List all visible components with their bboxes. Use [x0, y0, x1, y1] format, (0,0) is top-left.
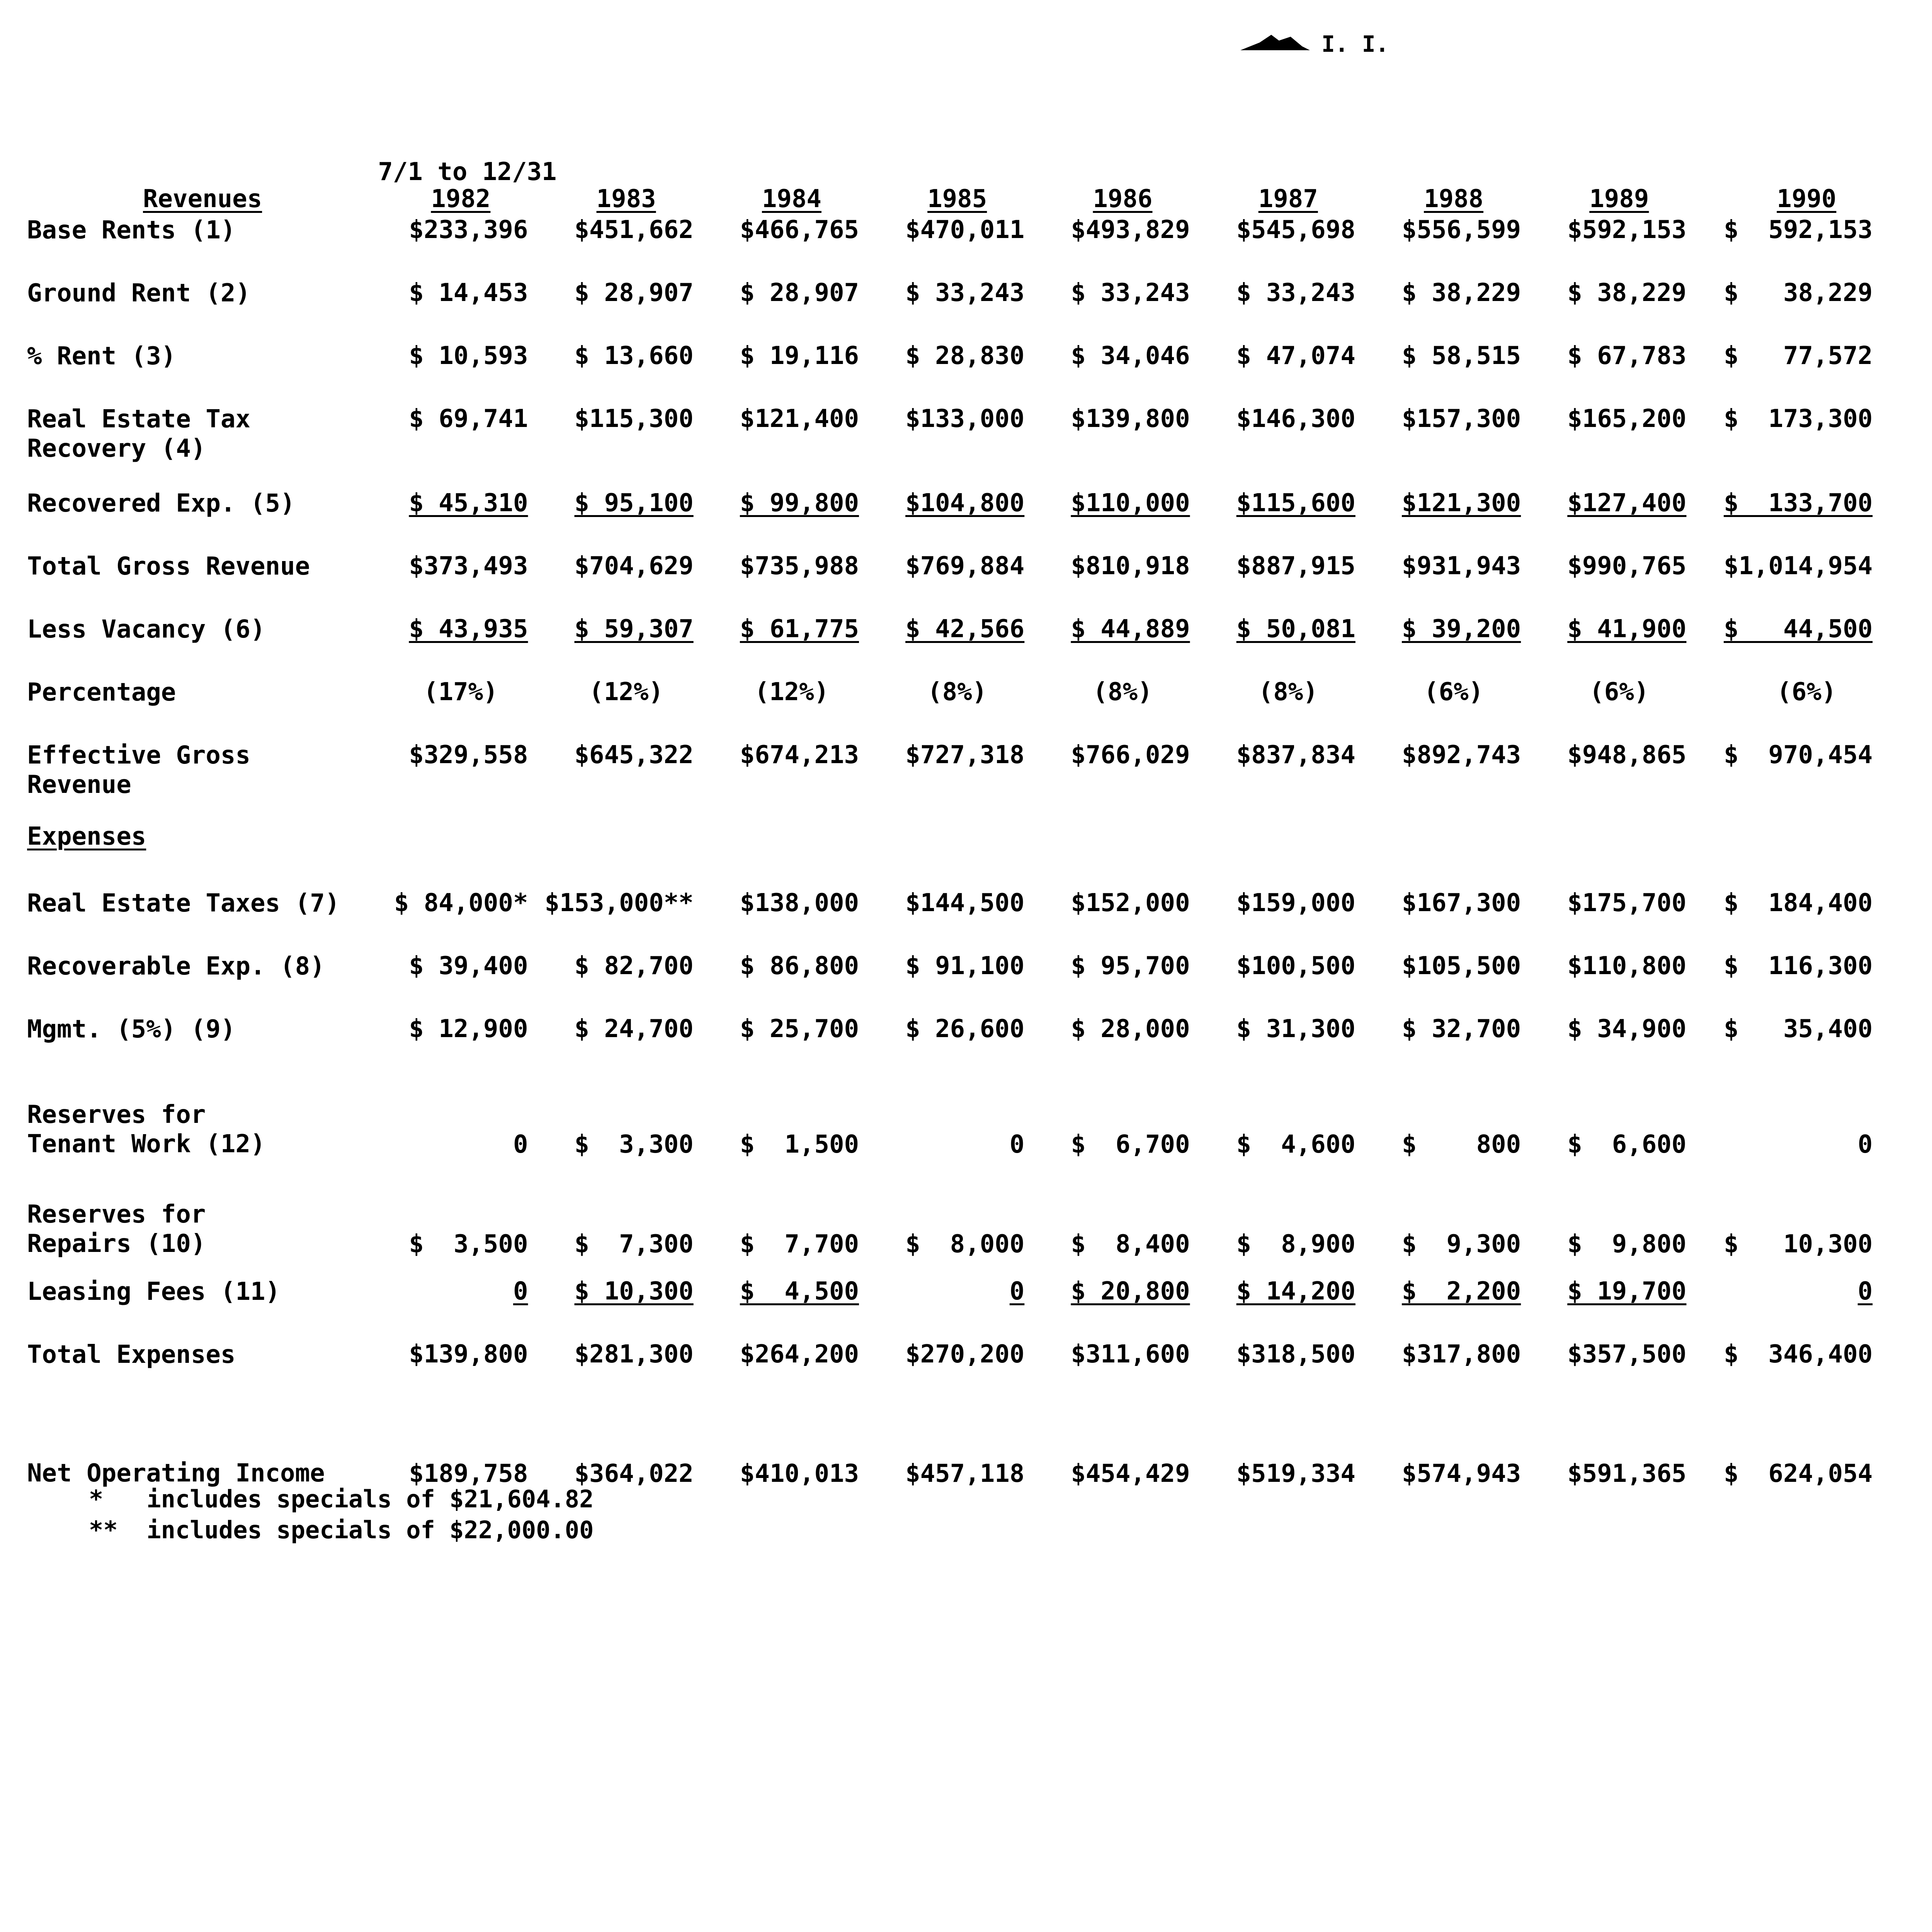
table-cell: $ 44,889: [1071, 615, 1190, 643]
table-cell: [1911, 612, 1932, 675]
row-label: Ground Rent (2): [27, 279, 250, 308]
table-cell: $ 38,229: [1723, 279, 1873, 307]
table-cell: $ 7,300: [574, 1230, 694, 1259]
footnote: * includes specials of $21,604.82: [89, 1485, 594, 1513]
table-cell: $ 28,907: [740, 279, 859, 307]
row-label: Effective Gross Revenue: [27, 741, 250, 799]
logo-mark-icon: [1236, 31, 1314, 54]
table-cell: $ 39,200: [1401, 615, 1521, 643]
table-cell: $270,200: [905, 1340, 1025, 1369]
table-cell: $ 7,700: [740, 1230, 859, 1259]
table-cell: $ 58,515: [1401, 342, 1521, 370]
table-cell: $ 20,800: [1071, 1277, 1190, 1306]
table-cell: $ 4,500: [740, 1277, 859, 1306]
table-cell: $121,300: [1401, 489, 1521, 517]
table-cell: $153,000**: [544, 889, 694, 917]
table-cell: $ 77,572: [1723, 342, 1873, 370]
table-row: [27, 1274, 1932, 1337]
table-cell: $ 592,153: [1723, 216, 1873, 244]
table-cell: $574,943: [1401, 1459, 1521, 1488]
table-cell: $165,200: [1567, 405, 1687, 433]
row-label: Reserves for Repairs (10): [27, 1200, 206, 1258]
table-cell: $ 173,300: [1723, 405, 1873, 433]
table-cell: $727,318: [905, 741, 1025, 769]
table-cell: $ 3,500: [409, 1230, 528, 1259]
header-mark-text: I. I.: [1321, 31, 1389, 57]
column-header-row: [27, 139, 1932, 213]
table-cell: $ 33,243: [1071, 279, 1190, 307]
table-cell: 0: [513, 1277, 528, 1306]
table-cell: $887,915: [1236, 552, 1355, 580]
row-label: Recovered Exp. (5): [27, 489, 295, 518]
table-cell: $ 45,310: [409, 489, 528, 517]
table-cell: $ 41,900: [1567, 615, 1687, 643]
column-header: 1989: [1589, 185, 1649, 213]
table-row: [27, 612, 1932, 675]
table-cell: $100,500: [1236, 952, 1355, 980]
table-cell: $ 84,000*: [394, 889, 528, 917]
table-cell: $ 38,229: [1567, 279, 1687, 307]
table-cell: $ 39,400: [409, 952, 528, 980]
table-row: [27, 1012, 1932, 1075]
table-cell: $ 1,500: [740, 1130, 859, 1159]
table-cell: (6%): [1777, 678, 1837, 706]
row-label: Total Gross Revenue: [27, 552, 310, 581]
table-cell: $110,800: [1567, 952, 1687, 980]
column-header: 1990: [1777, 185, 1837, 213]
table-cell: [1911, 401, 1932, 486]
table-cell: $ 42,566: [905, 615, 1025, 643]
table-cell: [1911, 338, 1932, 401]
table-cell: $493,829: [1071, 216, 1190, 244]
table-cell: $ 184,400: [1723, 889, 1873, 917]
table-cell: $ 95,100: [574, 489, 694, 517]
table-cell: $ 800: [1401, 1130, 1521, 1159]
table-cell: [1911, 1174, 1932, 1274]
table-row: [27, 949, 1932, 1012]
table-row: [27, 886, 1932, 949]
table-cell: (12%): [589, 678, 663, 706]
table-cell: $139,800: [1071, 405, 1190, 433]
table-cell: (12%): [754, 678, 829, 706]
row-label: % Rent (3): [27, 342, 176, 371]
table-cell: [1911, 738, 1932, 822]
table-cell: (8%): [1258, 678, 1318, 706]
row-label: Less Vacancy (6): [27, 615, 265, 644]
table-cell: $ 9,300: [1401, 1230, 1521, 1259]
table-cell: $ 86,800: [740, 952, 859, 980]
table-cell: $133,000: [905, 405, 1025, 433]
table-cell: $ 25,700: [740, 1015, 859, 1043]
row-label: Percentage: [27, 678, 176, 707]
table-cell: [1911, 486, 1932, 549]
table-cell: $ 28,830: [905, 342, 1025, 370]
row-label: Total Expenses: [27, 1340, 236, 1369]
table-cell: $373,493: [409, 552, 528, 580]
table-cell: [1911, 886, 1932, 949]
table-cell: $592,153: [1567, 216, 1687, 244]
table-row: [27, 1174, 1932, 1274]
table-cell: $115,300: [574, 405, 694, 433]
table-cell: $167,300: [1401, 889, 1521, 917]
table-cell: $ 33,243: [1236, 279, 1355, 307]
table-cell: $ 69,741: [409, 405, 528, 433]
table-cell: $ 34,900: [1567, 1015, 1687, 1043]
column-header: 1986: [1093, 185, 1153, 213]
table-cell: $457,118: [905, 1459, 1025, 1488]
table-cell: $233,396: [409, 216, 528, 244]
table-cell: $810,918: [1071, 552, 1190, 580]
section-row: [27, 822, 1932, 886]
table-cell: $ 82,700: [574, 952, 694, 980]
table-cell: $121,400: [740, 405, 859, 433]
table-cell: $ 2,200: [1401, 1277, 1521, 1306]
section-heading-revenues: Revenues: [143, 185, 262, 213]
table-cell: $152,000: [1071, 889, 1190, 917]
table-cell: $144,500: [905, 889, 1025, 917]
table-cell: 0: [1009, 1277, 1025, 1306]
table-cell: [1911, 549, 1932, 612]
table-cell: $175,700: [1567, 889, 1687, 917]
table-cell: (6%): [1589, 678, 1649, 706]
table-cell: $ 10,300: [574, 1277, 694, 1306]
table-cell: $ 61,775: [740, 615, 859, 643]
column-header: 7/1 to 12/31 1982: [378, 158, 557, 213]
table-cell: $139,800: [409, 1340, 528, 1369]
table-cell: $931,943: [1401, 552, 1521, 580]
table-cell: $ 50,081: [1236, 615, 1355, 643]
table-cell: $ 24,700: [574, 1015, 694, 1043]
table-cell: $317,800: [1401, 1340, 1521, 1369]
table-cell: $ 346,400: [1723, 1340, 1873, 1369]
table-cell: $189,758: [409, 1459, 528, 1488]
row-label: Base Rents (1): [27, 216, 236, 245]
column-header: 1984: [762, 185, 821, 213]
section-heading-expenses: Expenses: [27, 822, 146, 851]
table-row: [27, 738, 1932, 822]
table-cell: [1911, 675, 1932, 738]
table-cell: $ 133,700: [1723, 489, 1873, 517]
table-cell: $ 6,700: [1071, 1130, 1190, 1159]
table-cell: [1911, 1400, 1932, 1492]
table-cell: $ 95,700: [1071, 952, 1190, 980]
table-cell: [1911, 1337, 1932, 1400]
table-cell: $ 35,400: [1723, 1015, 1873, 1043]
row-label: Real Estate Taxes (7): [27, 889, 340, 918]
table-cell: $ 28,907: [574, 279, 694, 307]
table-cell: $115,600: [1236, 489, 1355, 517]
table-cell: $837,834: [1236, 741, 1355, 769]
table-cell: (8%): [927, 678, 987, 706]
table-row: [27, 1400, 1932, 1492]
table-cell: $766,029: [1071, 741, 1190, 769]
row-label: Net Operating Income: [27, 1459, 325, 1488]
page-header-mark: [1236, 23, 1391, 66]
table-cell: $127,400: [1567, 489, 1687, 517]
table-cell: $948,865: [1567, 741, 1687, 769]
table-cell: $ 6,600: [1567, 1130, 1687, 1159]
table-row: [27, 486, 1932, 549]
table-cell: (17%): [423, 678, 498, 706]
table-cell: [1911, 1075, 1932, 1174]
financial-projection-table: [27, 139, 1932, 1492]
table-cell: $545,698: [1236, 216, 1355, 244]
table-cell: $ 99,800: [740, 489, 859, 517]
row-label: Leasing Fees (11): [27, 1277, 281, 1306]
table-cell: $704,629: [574, 552, 694, 580]
table-cell: $ 10,593: [409, 342, 528, 370]
table-cell: $264,200: [740, 1340, 859, 1369]
table-cell: $454,429: [1071, 1459, 1190, 1488]
table-cell: $ 14,453: [409, 279, 528, 307]
row-label: Real Estate Tax Recovery (4): [27, 405, 250, 463]
table-cell: $ 10,300: [1723, 1230, 1873, 1259]
table-cell: $ 19,116: [740, 342, 859, 370]
table-cell: $ 12,900: [409, 1015, 528, 1043]
table-cell: $311,600: [1071, 1340, 1190, 1369]
table-cell: $ 47,074: [1236, 342, 1355, 370]
table-cell: $470,011: [905, 216, 1025, 244]
table-cell: $ 91,100: [905, 952, 1025, 980]
table-cell: [1911, 1274, 1932, 1337]
table-cell: $466,765: [740, 216, 859, 244]
table-cell: $364,022: [574, 1459, 694, 1488]
table-cell: $ 43,935: [409, 615, 528, 643]
column-header: 1985: [927, 185, 987, 213]
table-cell: $ 59,307: [574, 615, 694, 643]
table-cell: $892,743: [1401, 741, 1521, 769]
footnotes: [89, 1484, 594, 1546]
table-cell: $674,213: [740, 741, 859, 769]
table-cell: $645,322: [574, 741, 694, 769]
table-row: [27, 1337, 1932, 1400]
row-label: Recoverable Exp. (8): [27, 952, 325, 981]
table-cell: $ 970,454: [1723, 741, 1873, 769]
table-cell: $ 624,054: [1723, 1459, 1873, 1488]
table-cell: $329,558: [409, 741, 528, 769]
table-cell: $110,000: [1071, 489, 1190, 517]
column-header: [1911, 139, 1932, 213]
table-cell: $146,300: [1236, 405, 1355, 433]
table-cell: 0: [1009, 1130, 1025, 1159]
table-row: [27, 276, 1932, 338]
table-cell: $ 13,660: [574, 342, 694, 370]
table-row: [27, 549, 1932, 612]
table-cell: $556,599: [1401, 216, 1521, 244]
table-cell: $138,000: [740, 889, 859, 917]
table-cell: $ 8,400: [1071, 1230, 1190, 1259]
table-cell: $318,500: [1236, 1340, 1355, 1369]
table-cell: $ 26,600: [905, 1015, 1025, 1043]
table-row: [27, 338, 1932, 401]
table-cell: 0: [1857, 1130, 1873, 1159]
table-cell: $ 3,300: [574, 1130, 694, 1159]
table-cell: $ 28,000: [1071, 1015, 1190, 1043]
column-header: 1988: [1423, 185, 1484, 213]
table-cell: $990,765: [1567, 552, 1687, 580]
table-cell: $ 67,783: [1567, 342, 1687, 370]
table-cell: $ 8,000: [905, 1230, 1025, 1259]
table-cell: $519,334: [1236, 1459, 1355, 1488]
table-cell: $281,300: [574, 1340, 694, 1369]
table-cell: $ 34,046: [1071, 342, 1190, 370]
table-row: [27, 1075, 1932, 1174]
table-row: [27, 401, 1932, 486]
row-label: Mgmt. (5%) (9): [27, 1015, 236, 1044]
table-cell: $ 116,300: [1723, 952, 1873, 980]
table-row: [27, 675, 1932, 738]
table-row: [27, 213, 1932, 276]
table-cell: $ 38,229: [1401, 279, 1521, 307]
table-cell: [1911, 213, 1932, 276]
table-cell: $ 44,500: [1723, 615, 1873, 643]
table-cell: (8%): [1093, 678, 1153, 706]
column-header: 1987: [1258, 185, 1318, 213]
column-header: 1983: [596, 185, 656, 213]
table-cell: 0: [513, 1130, 528, 1159]
table-cell: $451,662: [574, 216, 694, 244]
table-cell: $ 19,700: [1567, 1277, 1687, 1306]
footnote: ** includes specials of $22,000.00: [89, 1516, 594, 1544]
table-cell: $159,000: [1236, 889, 1355, 917]
table-cell: $ 9,800: [1567, 1230, 1687, 1259]
table-cell: (6%): [1423, 678, 1484, 706]
table-cell: $105,500: [1401, 952, 1521, 980]
table-cell: $ 4,600: [1236, 1130, 1355, 1159]
table-cell: $591,365: [1567, 1459, 1687, 1488]
table-cell: $ 31,300: [1236, 1015, 1355, 1043]
table-cell: [1911, 276, 1932, 338]
table-cell: $735,988: [740, 552, 859, 580]
table-cell: [1911, 949, 1932, 1012]
table-cell: $1,014,954: [1723, 552, 1873, 580]
table-cell: $410,013: [740, 1459, 859, 1488]
table-cell: $104,800: [905, 489, 1025, 517]
table-cell: $ 8,900: [1236, 1230, 1355, 1259]
row-label: Reserves for Tenant Work (12): [27, 1100, 265, 1158]
table-cell: $157,300: [1401, 405, 1521, 433]
table-cell: $ 14,200: [1236, 1277, 1355, 1306]
table-cell: $ 32,700: [1401, 1015, 1521, 1043]
table-cell: $769,884: [905, 552, 1025, 580]
table-cell: $357,500: [1567, 1340, 1687, 1369]
table-cell: 0: [1857, 1277, 1873, 1306]
table-cell: [1911, 1012, 1932, 1075]
table-cell: $ 33,243: [905, 279, 1025, 307]
